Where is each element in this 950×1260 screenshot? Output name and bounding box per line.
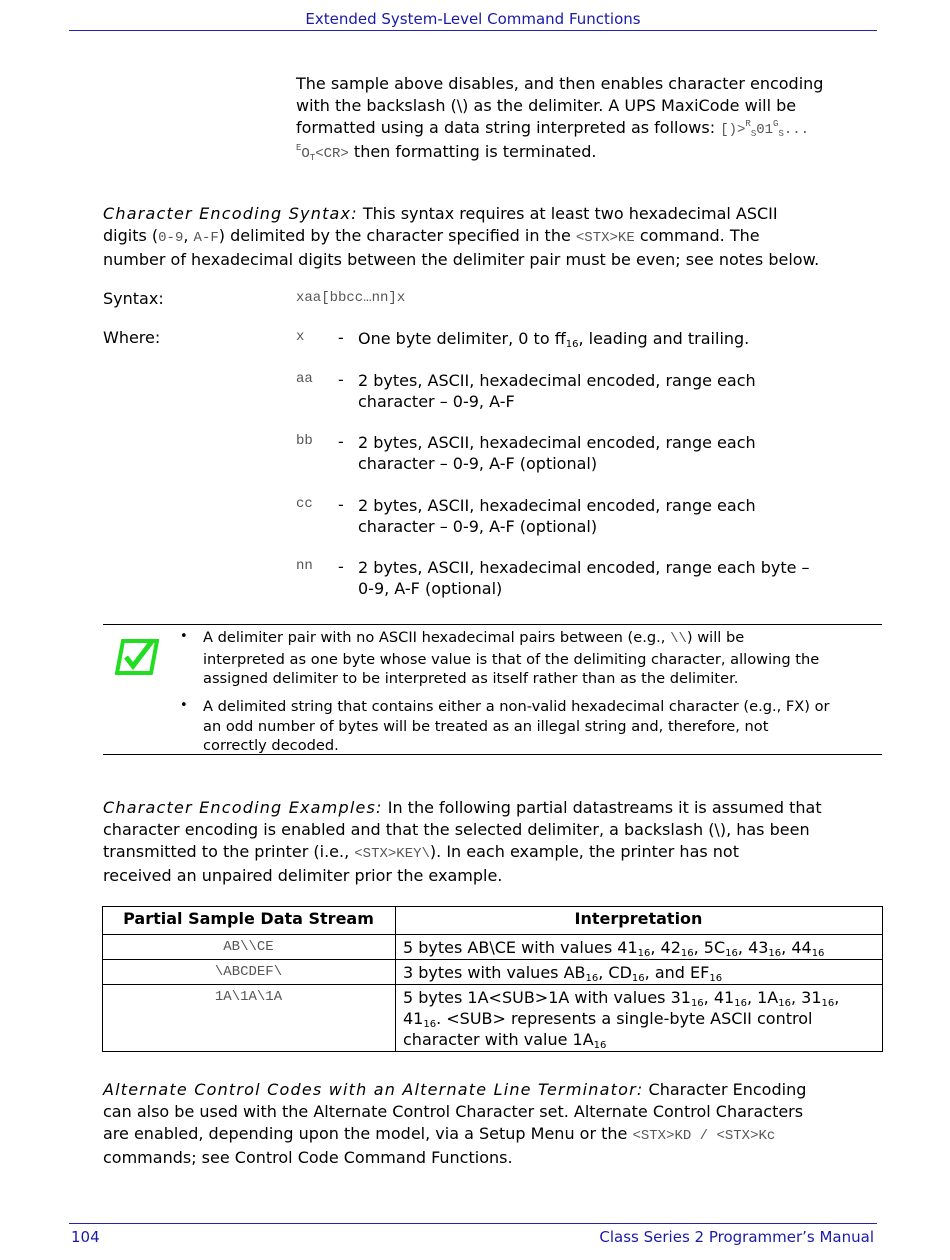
param-dash: - [338, 557, 344, 576]
stream-cell: AB\\CE [103, 935, 396, 960]
param-dash: - [338, 495, 344, 514]
intro-line: formatted using a data string interpreted as follows: $[)>^R_S01^G_S$... [296, 118, 810, 139]
table-row [103, 960, 883, 985]
note-bullet: • [180, 698, 188, 713]
param-code: bb [296, 433, 313, 449]
note-bottom-rule [103, 754, 882, 755]
param-dash: - [338, 370, 344, 389]
interpretation-cell: 5 bytes AB\CE with values $41_{16}$, $42_{16}$, $5C_{16}$, $43_{16}$, $44_{16}$ [396, 935, 883, 960]
interpretation-cell: 5 bytes 1A<SUB>1A with values $31_{16}$, $41_{16}$, $1A_{16}$, $31_{16}$, $41_{16}$. <SUB> represents a single-byte ASCII control character with value $1A_{16}$ [396, 985, 883, 1052]
param-dash: - [338, 328, 344, 347]
header-rule [69, 30, 877, 31]
page-number: 104 [71, 1228, 100, 1246]
intro-paragraph [296, 73, 896, 165]
footer-rule [69, 1223, 877, 1224]
note-bullet: • [180, 629, 188, 644]
param-code: nn [296, 558, 313, 574]
param-code: x [296, 329, 305, 345]
param-code: aa [296, 371, 313, 387]
table-row [103, 985, 883, 1052]
syntax-label: Syntax: [103, 289, 164, 308]
stream-cell: 1A\1A\1A [103, 985, 396, 1052]
maxicode-data-string: $[)>^R_S01^G_S$... [720, 119, 810, 139]
column-header: Partial Sample Data Stream [103, 907, 396, 935]
note-top-rule [103, 624, 882, 625]
column-header: Interpretation [396, 907, 883, 935]
param-description: 2 bytes, ASCII, hexadecimal encoded, range each character – 0-9, A-F (optional) [358, 496, 756, 536]
interpretation-cell: 3 bytes with values $AB_{16}$, $CD_{16}$, and $EF_{16}$ [396, 960, 883, 985]
note-item: A delimited string that contains either a non-valid hexadecimal character (e.g., FX) or an odd number of bytes will be treated as an illegal string and, therefore, not correctly decoded. [203, 698, 830, 754]
intro-line: with the backslash (\) as the delimiter. A UPS MaxiCode will be [296, 96, 797, 115]
table-row [103, 935, 883, 960]
param-description: 2 bytes, ASCII, hexadecimal encoded, range each character – 0-9, A-F [358, 371, 756, 411]
syntax-code: xaa[bbcc…nn]x [296, 290, 406, 306]
section-heading: Character Encoding Syntax: [103, 204, 358, 223]
param-code: cc [296, 496, 313, 512]
stream-cell: \ABCDEF\ [103, 960, 396, 985]
intro-line: $^EO_T<CR>$ then formatting is terminated. [296, 142, 597, 163]
running-header: Extended System-Level Command Functions [305, 10, 641, 28]
param-description: 2 bytes, ASCII, hexadecimal encoded, range each character – 0-9, A-F (optional) [358, 433, 756, 473]
examples-paragraph: Character Encoding Examples: In the following partial datastreams it is assumed that character encoding is enabled and that the selected delimiter, a backslash (\), has been transmitted to the printer (i.e., <STX>KEY\). In each example, the printer has not received an unpaired delimiter prior the example. [103, 798, 822, 885]
syntax-intro-paragraph: Character Encoding Syntax: This syntax requires at least two hexadecimal ASCII digits (0-9, A-F) delimited by the character specified in the <STX>KE command. The number of hexadecimal digits between the delimiter pair must be even; see notes below. [103, 204, 820, 269]
section-heading: Alternate Control Codes with an Alternate Line Terminator: [103, 1080, 644, 1099]
intro-line: The sample above disables, and then enables character encoding [296, 74, 824, 93]
manual-title: Class Series 2 Programmer’s Manual [599, 1228, 874, 1246]
note-item: A delimiter pair with no ASCII hexadecimal pairs between (e.g., \\) will be interpreted as one byte whose value is that of the delimiting character, allowing the assigned delimiter to be interpreted as itself rather than as the delimiter. [203, 629, 820, 687]
alternate-paragraph: Alternate Control Codes with an Alternate Line Terminator: Character Encoding can also be used with the Alternate Control Character set. Alternate Control Characters are enabled, depending upon the model, via a Setup Menu or the <STX>KD / <STX>Kc commands; see Control Code Command Functions. [103, 1080, 807, 1167]
where-label: Where: [103, 328, 161, 347]
param-dash: - [338, 432, 344, 451]
param-description: One byte delimiter, 0 to $ff_{16}$, leading and trailing. [358, 329, 750, 350]
section-heading: Character Encoding Examples: [103, 798, 383, 817]
param-description: 2 bytes, ASCII, hexadecimal encoded, range each byte – 0-9, A-F (optional) [358, 558, 810, 598]
table-header-row [103, 907, 883, 935]
check-note-icon [115, 638, 159, 676]
examples-table [102, 906, 883, 1052]
